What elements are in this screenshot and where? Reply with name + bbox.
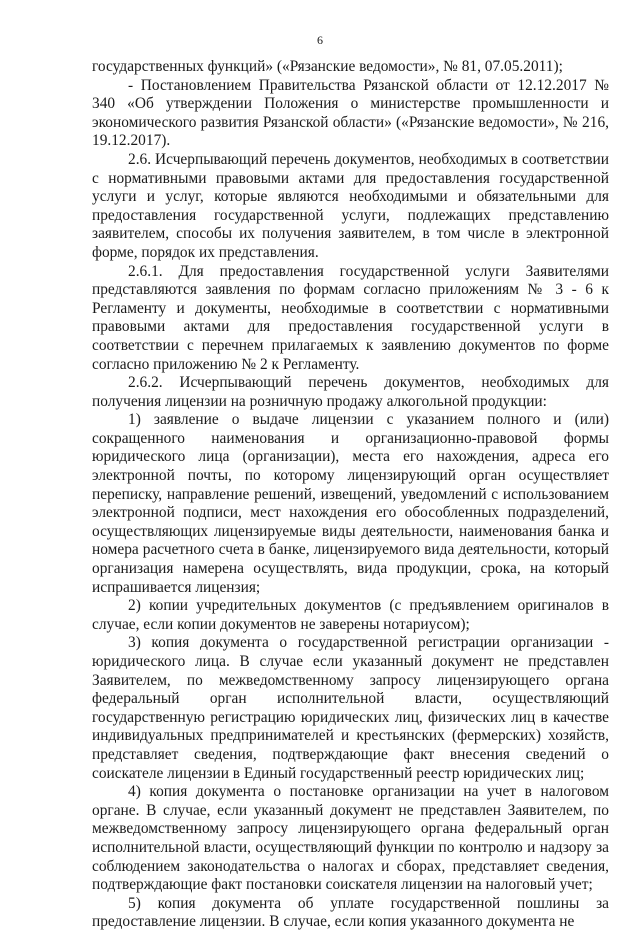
list-item: 4) копия документа о постановке организации на учет в налоговом органе. В случае, если указанный документ не представлен Заявителем, по межведомственному запросу лицензирующего органа федеральный орган исполнительной власти, осуществляющий функции по контролю и надзору за соблюдением законодательства о налогах и сборах, представляет сведения, подтверждающие факт постановки соискателя лицензии на налоговый учет; bbox=[92, 783, 609, 894]
document-body bbox=[92, 58, 609, 932]
paragraph: 2.6. Исчерпывающий перечень документов, необходимых в соответствии с нормативными правовыми актами для предоставления государственной услуги и услуг, которые являются необходимыми и обязательными для предоставления государственной услуги, подлежащих представлению заявителем, способы их получения заявителем, в том числе в электронной форме, порядок их представления. bbox=[92, 150, 609, 261]
list-item: 5) копия документа об уплате государственной пошлины за предоставление лицензии. В случае, если копия указанного документа не bbox=[92, 894, 609, 931]
list-item: 3) копия документа о государственной регистрации организации - юридического лица. В случае если указанный документ не представлен Заявителем, по межведомственному запросу лицензирующего органа федеральный орган исполнительной власти, осуществляющий государственную регистрацию юридических лиц, физических лиц в качестве индивидуальных предпринимателей и крестьянских (фермерских) хозяйств, представляет сведения, подтверждающие факт внесения сведений о соискателе лицензии в Единый государственный реестр юридических лиц; bbox=[92, 634, 609, 782]
paragraph: - Постановлением Правительства Рязанской области от 12.12.2017 № 340 «Об утверждении Положения о министерстве промышленности и экономического развития Рязанской области» («Рязанские ведомости», № 216, 19.12.2017). bbox=[92, 76, 609, 150]
paragraph: государственных функций» («Рязанские ведомости», № 81, 07.05.2011); bbox=[92, 58, 563, 75]
paragraph: 2.6.1. Для предоставления государственной услуги Заявителями представляются заявления по формам согласно приложениям № 3 - 6 к Регламенту и документы, необходимые в соответствии с нормативными правовыми актами для предоставления государственной услуги в соответствии с перечнем прилагаемых к заявлению документов по форме согласно приложению № 2 к Регламенту. bbox=[92, 262, 609, 373]
list-item: 1) заявление о выдаче лицензии с указанием полного и (или) сокращенного наименования и организационно-правовой формы юридического лица (организации), места его нахождения, адреса его электронной почты, по которому лицензирующий орган осуществляет переписку, направление решений, извещений, уведомлений с использованием электронной подписи, мест нахождения его обособленных подразделений, осуществляющих лицензируемые виды деятельности, наименования банка и номера расчетного счета в банке, лицензируемого вида деятельности, который организация намерена осуществлять, вида продукции, срока, на который испрашивается лицензия; bbox=[92, 411, 609, 596]
page-number: 6 bbox=[317, 33, 323, 47]
paragraph: 2.6.2. Исчерпывающий перечень документов, необходимых для получения лицензии на розничную продажу алкогольной продукции: bbox=[92, 374, 609, 410]
list-item: 2) копии учредительных документов (с предъявлением оригиналов в случае, если копии документов не заверены нотариусом); bbox=[92, 597, 609, 633]
